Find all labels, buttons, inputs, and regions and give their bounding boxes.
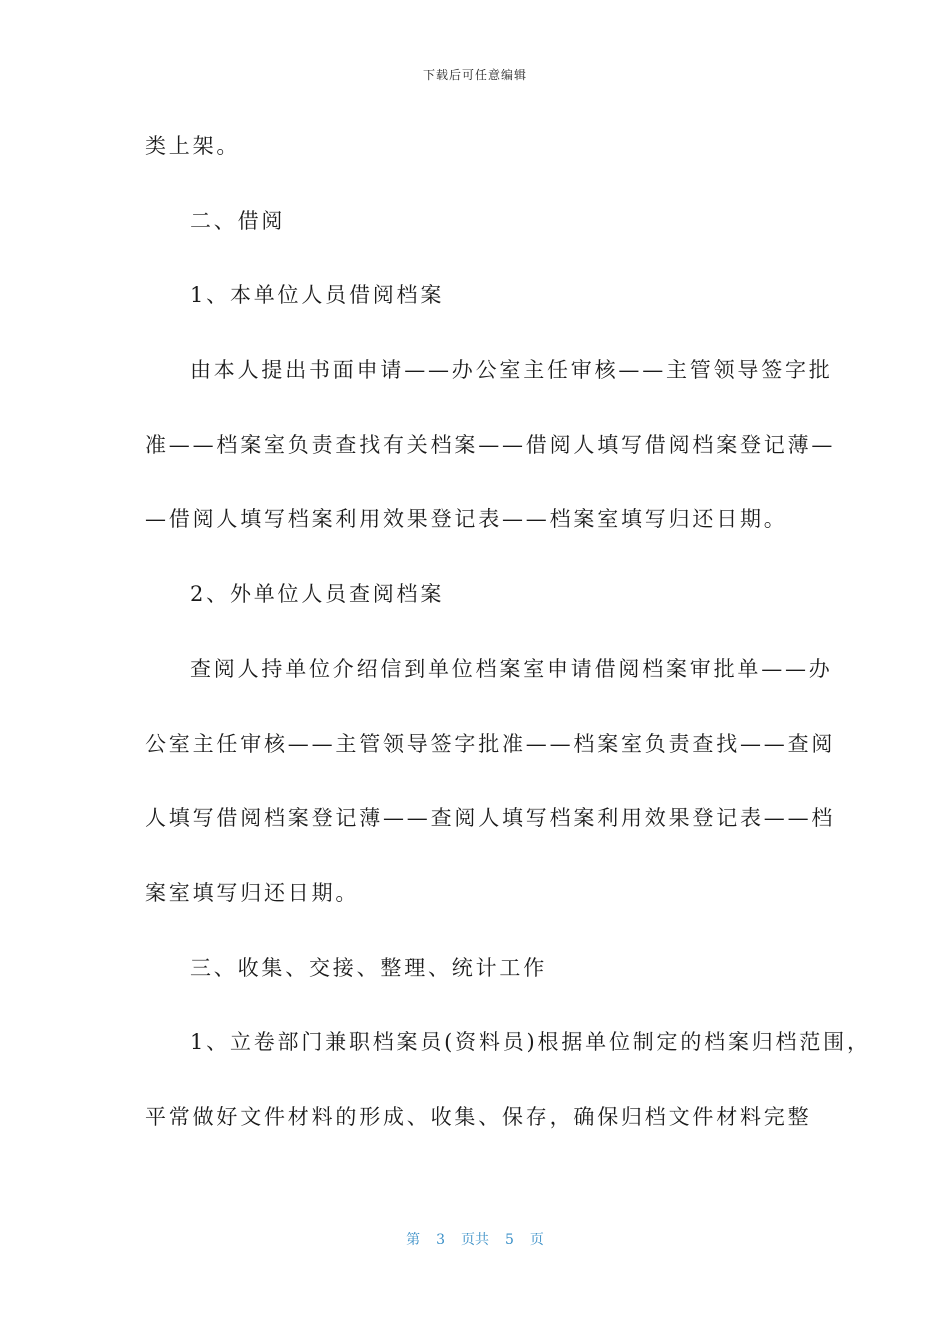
footer-prefix: 第 xyxy=(406,1232,421,1248)
subsection-heading: 2、外单位人员查阅档案 xyxy=(190,582,445,607)
current-page-number: 3 xyxy=(436,1232,445,1248)
paragraph-line: 公室主任审核——主管领导签字批准——档案室负责查找——查阅 xyxy=(145,731,836,756)
paragraph-line: 案室填写归还日期。 xyxy=(145,880,360,905)
paragraph-line: 准——档案室负责查找有关档案——借阅人填写借阅档案登记薄— xyxy=(145,432,836,457)
paragraph-line: 类上架。 xyxy=(145,134,241,158)
paragraph-line: —借阅人填写档案利用效果登记表——档案室填写归还日期。 xyxy=(145,507,788,532)
footer-suffix: 页 xyxy=(529,1232,544,1248)
total-page-count: 5 xyxy=(505,1232,514,1248)
section-heading: 二、借阅 xyxy=(190,208,286,233)
page-footer xyxy=(0,1229,950,1249)
footer-middle: 页共 xyxy=(461,1232,489,1248)
page-header: 下载后可任意编辑 xyxy=(422,68,527,82)
document-body xyxy=(145,130,871,1176)
paragraph-line: 由本人提出书面申请——办公室主任审核——主管领导签字批 xyxy=(190,358,833,383)
subsection-heading: 1、本单位人员借阅档案 xyxy=(190,283,445,308)
paragraph-line: 人填写借阅档案登记薄——查阅人填写档案利用效果登记表——档 xyxy=(145,806,836,831)
paragraph-line: 平常做好文件材料的形成、收集、保存，确保归档文件材料完整 xyxy=(145,1104,812,1129)
paragraph-line: 查阅人持单位介绍信到单位档案室申请借阅档案审批单——办 xyxy=(190,656,833,681)
paragraph-line: 1、立卷部门兼职档案员(资料员)根据单位制定的档案归档范围， xyxy=(190,1030,871,1055)
section-heading: 三、收集、交接、整理、统计工作 xyxy=(190,955,547,980)
